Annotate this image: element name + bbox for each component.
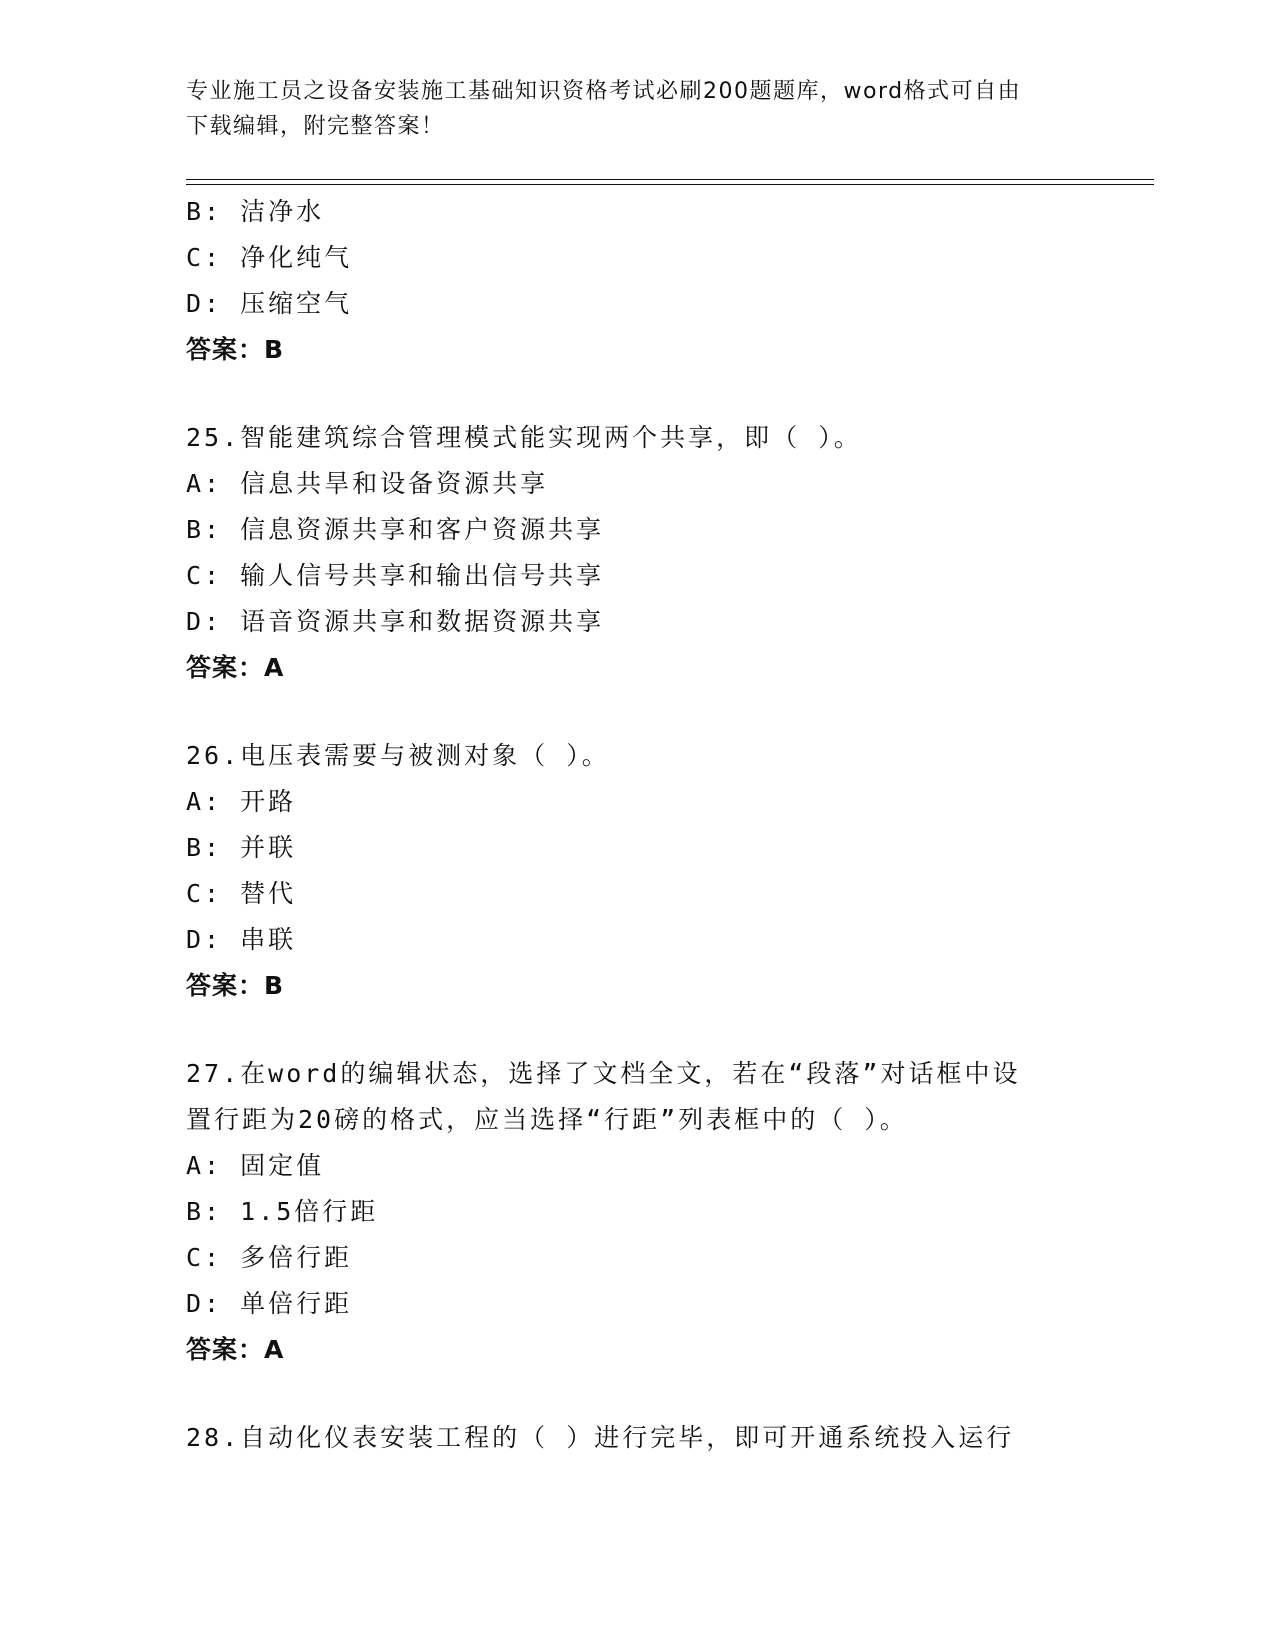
question-28 <box>186 1415 1146 1461</box>
option-d: D: 压缩空气 <box>186 289 353 318</box>
option-c: C: 替代 <box>186 879 297 908</box>
option-a: A: 信息共旱和设备资源共享 <box>186 469 549 498</box>
option-b: B: 并联 <box>186 833 297 862</box>
option-d: D: 语音资源共享和数据资源共享 <box>186 607 605 636</box>
question-24-continued <box>186 189 1146 373</box>
question-27 <box>186 1051 1146 1373</box>
option-c: C: 输人信号共享和输出信号共享 <box>186 561 605 590</box>
question-text-line-1: 27.在word的编辑状态，选择了文档全文，若在“段落”对话框中设 <box>186 1059 1021 1088</box>
header-divider-bottom <box>186 184 1154 185</box>
header-divider-top <box>186 179 1154 180</box>
question-text-line-2: 置行距为20磅的格式，应当选择“行距”列表框中的（ ）。 <box>186 1105 908 1134</box>
option-c: C: 净化纯气 <box>186 243 353 272</box>
option-d: D: 串联 <box>186 925 297 954</box>
option-b: B: 洁净水 <box>186 197 325 226</box>
option-a: A: 固定值 <box>186 1151 325 1180</box>
question-text: 28.自动化仪表安装工程的（ ）进行完毕，即可开通系统投入运行 <box>186 1423 1015 1452</box>
answer-label: 答案：A <box>186 1335 285 1364</box>
question-text: 26.电压表需要与被测对象（ ）。 <box>186 741 610 770</box>
spacer <box>186 691 1146 733</box>
question-text: 25.智能建筑综合管理模式能实现两个共享，即（ ）。 <box>186 423 862 452</box>
header-line-1: 专业施工员之设备安装施工基础知识资格考试必刷200题题库，word格式可自由 <box>186 79 1022 104</box>
option-b: B: 1.5倍行距 <box>186 1197 379 1226</box>
question-list <box>186 189 1146 1461</box>
question-25 <box>186 415 1146 691</box>
document-header <box>186 74 1066 144</box>
answer-label: 答案：A <box>186 653 285 682</box>
header-line-2: 下载编辑，附完整答案！ <box>186 114 445 139</box>
spacer <box>186 1009 1146 1051</box>
question-26 <box>186 733 1146 1009</box>
spacer <box>186 1373 1146 1415</box>
option-a: A: 开路 <box>186 787 297 816</box>
spacer <box>186 373 1146 415</box>
answer-label: 答案：B <box>186 971 285 1000</box>
answer-label: 答案：B <box>186 335 285 364</box>
option-d: D: 单倍行距 <box>186 1289 353 1318</box>
option-c: C: 多倍行距 <box>186 1243 353 1272</box>
option-b: B: 信息资源共享和客户资源共享 <box>186 515 605 544</box>
